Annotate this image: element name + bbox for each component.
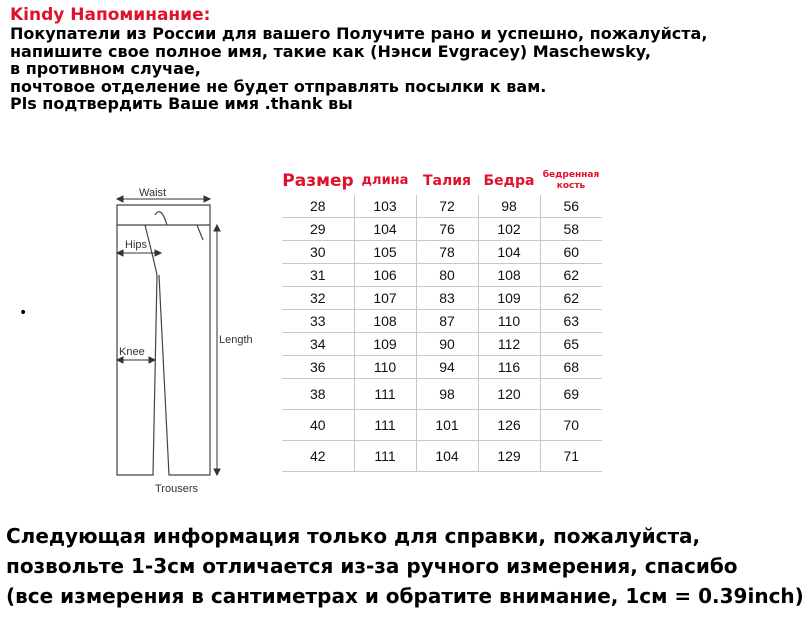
table-cell: 32 <box>282 287 354 310</box>
table-cell: 98 <box>416 379 478 410</box>
arrow-head <box>117 250 123 256</box>
table-row <box>282 264 602 287</box>
table-cell: 108 <box>354 310 416 333</box>
table-cell: 101 <box>416 410 478 441</box>
arrow-head <box>214 469 220 475</box>
table-row <box>282 310 602 333</box>
table-row <box>282 333 602 356</box>
table-cell: 111 <box>354 379 416 410</box>
trousers-label: Trousers <box>155 483 198 495</box>
table-cell: 126 <box>478 410 540 441</box>
notice-line: в противном случае, <box>10 59 201 78</box>
arrow-head <box>149 357 155 363</box>
table-cell: 62 <box>540 287 602 310</box>
table-cell: 80 <box>416 264 478 287</box>
table-cell: 87 <box>416 310 478 333</box>
table-cell: 109 <box>478 287 540 310</box>
table-cell: 69 <box>540 379 602 410</box>
table-row <box>282 441 602 472</box>
table-cell: 83 <box>416 287 478 310</box>
header-hips: Бедра <box>483 172 535 189</box>
table-row <box>282 218 602 241</box>
table-row <box>282 379 602 410</box>
table-cell: 105 <box>354 241 416 264</box>
footer-line: позвольте 1-3см отличается из-за ручного измерения, спасибо <box>6 554 738 578</box>
table-cell: 129 <box>478 441 540 472</box>
table-cell: 63 <box>540 310 602 333</box>
header-length: длина <box>361 173 409 188</box>
table-cell: 33 <box>282 310 354 333</box>
notice-line: Покупатели из России для вашего Получите рано и успешно, пожалуйста, <box>10 24 708 43</box>
table-cell: 107 <box>354 287 416 310</box>
table-cell: 70 <box>540 410 602 441</box>
table-cell: 29 <box>282 218 354 241</box>
pocket-line <box>197 225 203 240</box>
table-cell: 102 <box>478 218 540 241</box>
table-cell: 30 <box>282 241 354 264</box>
footer-note <box>6 521 810 611</box>
arrow-head <box>117 196 123 202</box>
table-cell: 71 <box>540 441 602 472</box>
table-cell: 120 <box>478 379 540 410</box>
size-table <box>282 166 602 472</box>
table-cell: 103 <box>354 195 416 218</box>
table-cell: 104 <box>416 441 478 472</box>
table-row <box>282 410 602 441</box>
table-cell: 106 <box>354 264 416 287</box>
table-cell: 90 <box>416 333 478 356</box>
table-cell: 116 <box>478 356 540 379</box>
table-cell: 28 <box>282 195 354 218</box>
table-cell: 109 <box>354 333 416 356</box>
table-row <box>282 287 602 310</box>
waist-label: Waist <box>139 187 167 199</box>
table-cell: 78 <box>416 241 478 264</box>
trousers-diagram <box>95 185 275 505</box>
notice-line: почтовое отделение не будет отправлять посылки к вам. <box>10 76 547 96</box>
table-cell: 60 <box>540 241 602 264</box>
table-cell: 68 <box>540 356 602 379</box>
footer-line: (все измерения в сантиметрах и обратите внимание, 1см = 0.39inch) <box>6 584 804 608</box>
table-cell: 42 <box>282 441 354 472</box>
arrow-head <box>204 196 210 202</box>
table-row <box>282 356 602 379</box>
table-cell: 108 <box>478 264 540 287</box>
table-row <box>282 241 602 264</box>
table-cell: 38 <box>282 379 354 410</box>
table-cell: 72 <box>416 195 478 218</box>
arrow-head <box>155 250 161 256</box>
length-label: Length <box>219 334 253 346</box>
table-cell: 40 <box>282 410 354 441</box>
table-cell: 58 <box>540 218 602 241</box>
table-cell: 112 <box>478 333 540 356</box>
notice-line: напишите свое полное имя, такие как (Нэнси Evgracey) Maschewsky, <box>10 41 651 61</box>
table-cell: 94 <box>416 356 478 379</box>
table-row <box>282 195 602 218</box>
table-cell: 62 <box>540 264 602 287</box>
notice-line: Pls подтвердить Ваше имя .thank вы <box>10 94 353 113</box>
table-cell: 34 <box>282 333 354 356</box>
knee-label: Knee <box>119 346 145 358</box>
table-cell: 104 <box>478 241 540 264</box>
table-cell: 111 <box>354 441 416 472</box>
table-cell: 111 <box>354 410 416 441</box>
footer-line: Следующая информация только для справки, пожалуйста, <box>6 524 701 548</box>
table-cell: 98 <box>478 195 540 218</box>
waist-curve <box>155 212 167 225</box>
notice-title: Kindy Напоминание: <box>10 5 211 25</box>
table-cell: 36 <box>282 356 354 379</box>
header-waist: Талия <box>422 172 472 189</box>
table-cell: 31 <box>282 264 354 287</box>
table-cell: 104 <box>354 218 416 241</box>
hips-label: Hips <box>125 239 148 251</box>
arrow-head <box>214 225 220 231</box>
table-header-row <box>282 166 602 195</box>
header-thigh: бедренная кость <box>542 169 600 191</box>
notice-block <box>10 6 805 113</box>
header-size: Размер <box>282 170 354 191</box>
bullet-dot: • <box>19 305 28 321</box>
table-cell: 65 <box>540 333 602 356</box>
right-leg-outline <box>159 225 210 475</box>
table-cell: 110 <box>478 310 540 333</box>
table-cell: 56 <box>540 195 602 218</box>
table-cell: 110 <box>354 356 416 379</box>
table-cell: 76 <box>416 218 478 241</box>
